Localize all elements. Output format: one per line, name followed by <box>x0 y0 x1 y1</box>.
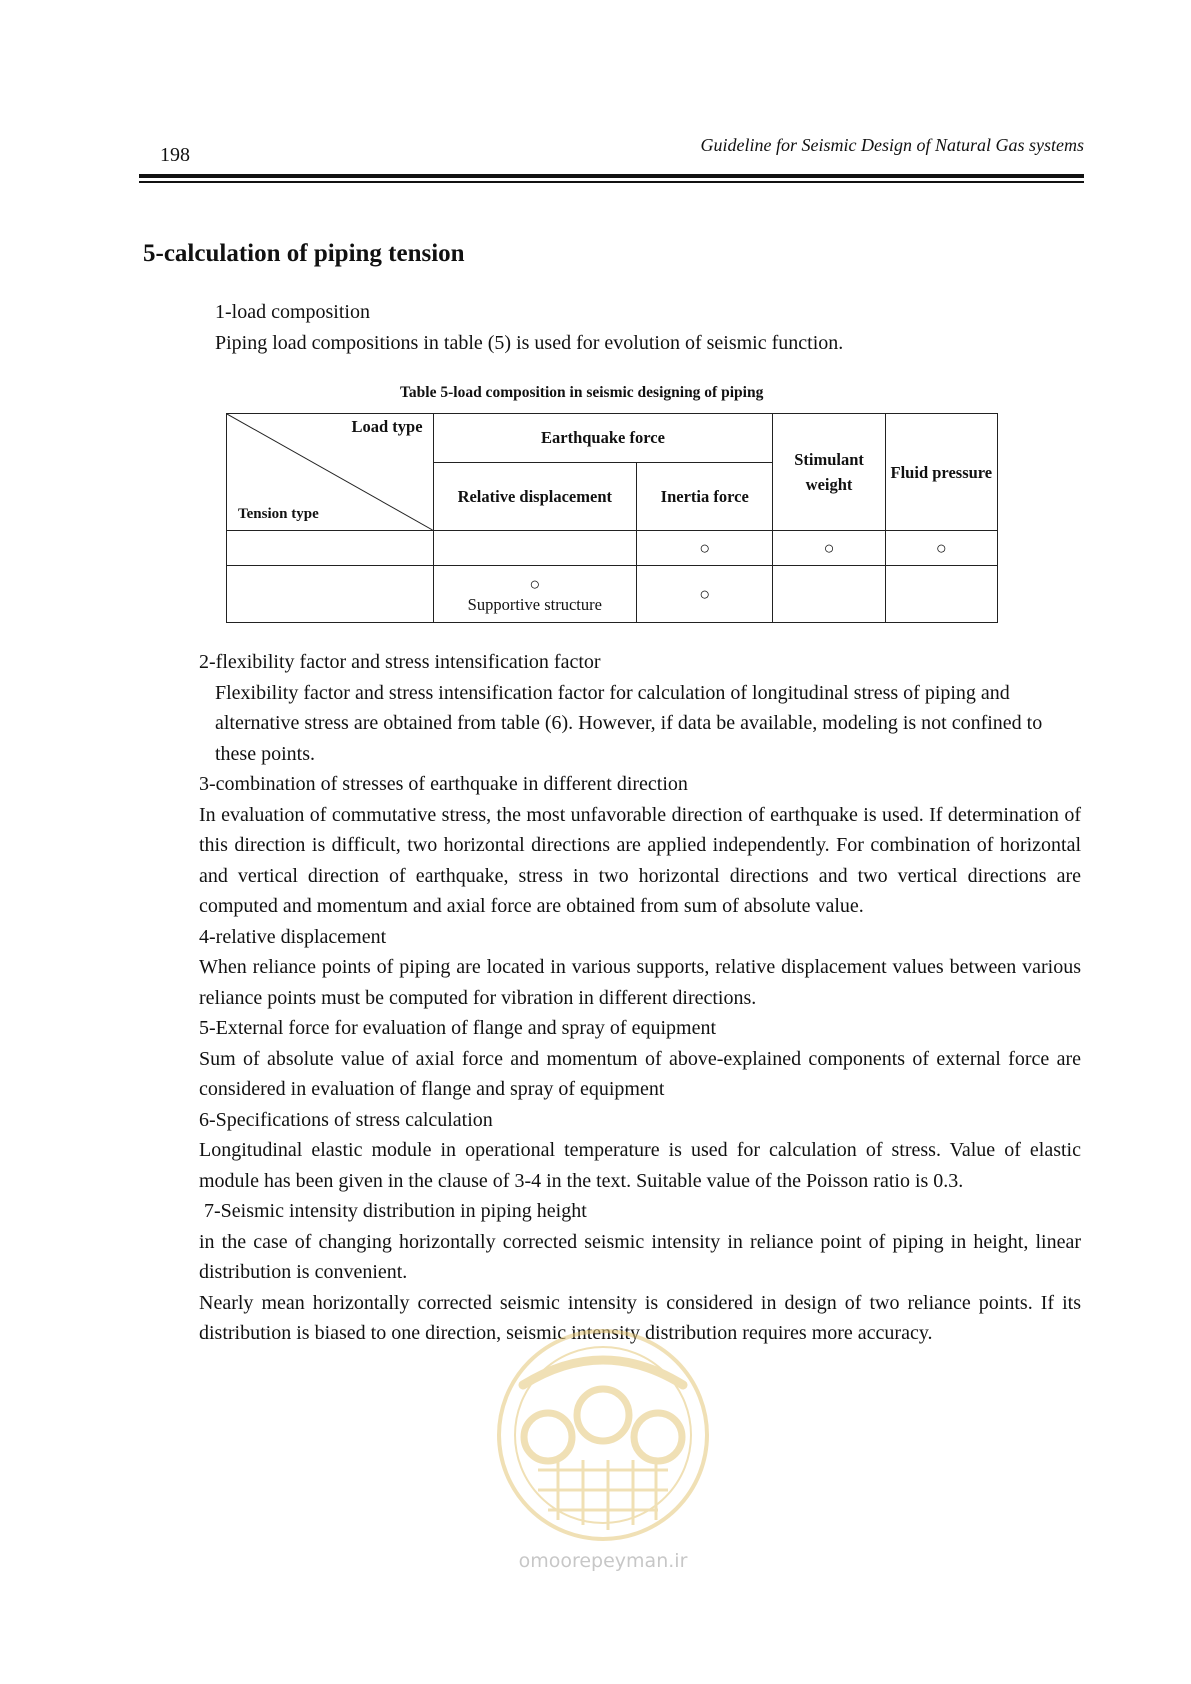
section-heading: 2-flexibility factor and stress intensification factor <box>199 651 601 673</box>
section-heading: 6-Specifications of stress calculation <box>199 1108 493 1131</box>
header-rule-thick <box>139 174 1084 178</box>
table-cell <box>227 531 434 566</box>
load-composition-table <box>226 413 998 623</box>
load-composition-block <box>215 297 1095 358</box>
table-corner-cell <box>227 414 434 531</box>
section-text: Flexibility factor and stress intensification factor for calculation of longitudinal stress of piping and alternative stress are obtained from table (6). However, if data be available, modeling is not confined to these points. <box>215 681 1043 765</box>
load-type-label: Load type <box>351 417 423 436</box>
body-sections <box>199 647 1081 1349</box>
table-row <box>227 531 998 566</box>
table-cell <box>433 531 637 566</box>
earthquake-force-header: Earthquake force <box>433 414 773 463</box>
relative-displacement-header: Relative displacement <box>433 463 637 531</box>
table-row <box>227 566 998 623</box>
watermark <box>478 1325 728 1595</box>
tension-type-label: Tension type <box>238 506 319 522</box>
watermark-url: omoorepeyman.ir <box>518 1550 688 1572</box>
table-cell: ○ <box>637 531 773 566</box>
inertia-force-header: Inertia force <box>637 463 773 531</box>
table-cell <box>885 566 997 623</box>
section-text: Nearly mean horizontally corrected seismic intensity is considered in design of two reliance points. If its distribution is biased to one direction, seismic intensity distribution requires more accuracy. <box>199 1291 1081 1344</box>
table-cell: ○ <box>773 531 885 566</box>
section-title: 5-calculation of piping tension <box>143 240 465 267</box>
section-text: When reliance points of piping are located in various supports, relative displacement values between various reliance points must be computed for vibration in different directions. <box>199 956 1081 1009</box>
section-text: in the case of changing horizontally corrected seismic intensity in reliance point of piping in height, linear distribution is convenient. <box>199 1230 1081 1283</box>
table-cell <box>773 566 885 623</box>
section-text: In evaluation of commutative stress, the most unfavorable direction of earthquake is used. If determination of this direction is difficult, two horizontal directions are applied independently. For combination of horizontal and vertical direction of earthquake, stress in two horizontal directions and two vertical directions are computed and momentum and axial force are obtained from sum of absolute value. <box>199 803 1081 917</box>
seal-logo-icon <box>478 1325 728 1550</box>
table-caption: Table 5-load composition in seismic designing of piping <box>400 384 764 401</box>
running-title: Guideline for Seismic Design of Natural Gas systems <box>700 135 1084 155</box>
table-cell: ○ <box>637 566 773 623</box>
header-rule-thin <box>139 181 1084 183</box>
section-heading: 4-relative displacement <box>199 925 387 948</box>
section-heading: 7-Seismic intensity distribution in piping height <box>199 1200 587 1222</box>
supportive-structure-label: Supportive structure <box>467 594 602 614</box>
fluid-pressure-header: Fluid pressure <box>885 414 997 531</box>
table-cell: ○ <box>885 531 997 566</box>
table-cell <box>433 566 637 623</box>
section-heading: 5-External force for evaluation of flange and spray of equipment <box>199 1017 717 1039</box>
section-heading: 3-combination of stresses of earthquake in different direction <box>199 773 688 795</box>
load-composition-text: Piping load compositions in table (5) is used for evolution of seismic function. <box>215 331 844 354</box>
stimulant-weight-header: Stimulant weight <box>773 414 885 531</box>
load-composition-heading: 1-load composition <box>215 301 370 323</box>
section-text: Sum of absolute value of axial force and momentum of above-explained components of external force are considered in evaluation of flange and spray of equipment <box>199 1047 1081 1100</box>
section-text: Longitudinal elastic module in operational temperature is used for calculation of stress. Value of elastic module has been given in the clause of 3-4 in the text. Suitable value of the Poisson ratio is 0.3. <box>199 1139 1081 1192</box>
page-header <box>139 128 1084 176</box>
page-number: 198 <box>160 144 190 166</box>
table-mark: ○ <box>529 573 541 594</box>
table-cell <box>227 566 434 623</box>
